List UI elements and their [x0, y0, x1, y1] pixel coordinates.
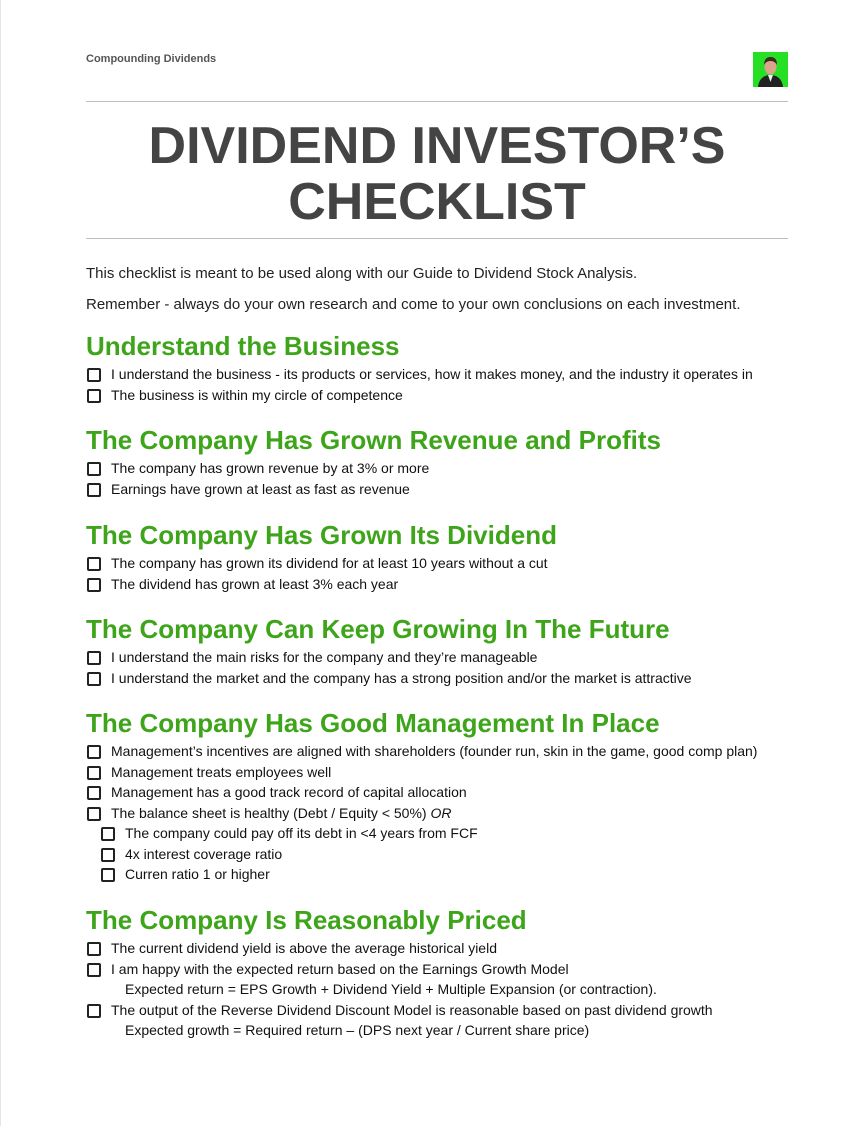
checkbox-icon[interactable]	[87, 483, 101, 497]
formula-note: Expected growth = Required return – (DPS next year / Current share price)	[125, 1022, 590, 1038]
checklist-item[interactable]	[86, 803, 816, 824]
brand-name: Compounding Dividends	[86, 53, 217, 65]
page-title-line-1: DIVIDEND INVESTOR’S	[148, 117, 726, 175]
or-label: OR	[430, 804, 452, 821]
balance-sheet-text: The balance sheet is healthy (Debt / Equity < 50%)	[111, 804, 427, 821]
checklist-item[interactable]: Earnings have grown at least as fast as revenue	[86, 479, 816, 500]
page-title	[86, 118, 788, 230]
section-heading: The Company Has Good Management In Place	[86, 708, 660, 738]
checklist-subitem[interactable]: Curren ratio 1 or higher	[86, 864, 816, 885]
checkbox-icon[interactable]	[87, 766, 101, 780]
page-title-line-2: CHECKLIST	[288, 173, 586, 231]
section-reasonably-priced	[86, 905, 816, 1041]
checkbox-icon[interactable]	[87, 786, 101, 800]
checklist-item[interactable]: Management has a good track record of capital allocation	[86, 782, 816, 803]
section-heading: The Company Has Grown Its Dividend	[86, 520, 557, 550]
checkbox-icon[interactable]	[87, 963, 101, 977]
checklist-item[interactable]: Management treats employees well	[86, 762, 816, 783]
checklist-item[interactable]: The company has grown its dividend for at least 10 years without a cut	[86, 553, 816, 574]
intro-paragraph-2: Remember - always do your own research and come to your own conclusions on each investment.	[86, 296, 741, 313]
section-understand-business	[86, 331, 816, 405]
checkbox-icon[interactable]	[101, 848, 115, 862]
checklist-item[interactable]: I understand the main risks for the company and they’re manageable	[86, 647, 816, 668]
person-photo-icon	[753, 52, 788, 87]
checkbox-icon[interactable]	[87, 368, 101, 382]
checkbox-icon[interactable]	[87, 942, 101, 956]
checklist-item[interactable]: I understand the business - its products or services, how it makes money, and the industry it operates in	[86, 364, 816, 385]
checkbox-icon[interactable]	[87, 745, 101, 759]
checklist-item[interactable]: I am happy with the expected return based on the Earnings Growth Model	[86, 959, 816, 980]
section-heading: Understand the Business	[86, 331, 400, 361]
checklist-item[interactable]: I understand the market and the company has a strong position and/or the market is attractive	[86, 668, 816, 689]
checkbox-icon[interactable]	[87, 807, 101, 821]
section-future-growth	[86, 614, 816, 688]
intro-paragraph-1: This checklist is meant to be used along with our Guide to Dividend Stock Analysis.	[86, 265, 638, 282]
checklist-item[interactable]: The company has grown revenue by at 3% or more	[86, 458, 816, 479]
checkbox-icon[interactable]	[87, 1004, 101, 1018]
checklist-item[interactable]: Management’s incentives are aligned with shareholders (founder run, skin in the game, good comp plan)	[86, 741, 816, 762]
checkbox-icon[interactable]	[87, 557, 101, 571]
checkbox-icon[interactable]	[101, 827, 115, 841]
checklist-item[interactable]: The business is within my circle of competence	[86, 385, 816, 406]
checklist-item[interactable]: The dividend has grown at least 3% each year	[86, 574, 816, 595]
formula-note: Expected return = EPS Growth + Dividend Yield + Multiple Expansion (or contraction).	[125, 981, 657, 997]
checklist-subitem[interactable]: 4x interest coverage ratio	[86, 844, 816, 865]
section-heading: The Company Is Reasonably Priced	[86, 905, 527, 935]
section-dividend-growth	[86, 520, 816, 594]
section-heading: The Company Can Keep Growing In The Future	[86, 614, 670, 644]
author-avatar	[753, 52, 788, 87]
checkbox-icon[interactable]	[87, 462, 101, 476]
checklist-item[interactable]: The current dividend yield is above the average historical yield	[86, 938, 816, 959]
checkbox-icon[interactable]	[87, 389, 101, 403]
section-heading: The Company Has Grown Revenue and Profits	[86, 425, 661, 455]
section-management	[86, 708, 816, 885]
checklist-item[interactable]: The output of the Reverse Dividend Discount Model is reasonable based on past dividend growth	[86, 1000, 816, 1021]
top-divider	[86, 101, 788, 102]
checklist-subitem[interactable]: The company could pay off its debt in <4 years from FCF	[86, 823, 816, 844]
section-revenue-profits	[86, 425, 816, 499]
title-divider	[86, 238, 788, 239]
checkbox-icon[interactable]	[87, 578, 101, 592]
checkbox-icon[interactable]	[101, 868, 115, 882]
checkbox-icon[interactable]	[87, 651, 101, 665]
checkbox-icon[interactable]	[87, 672, 101, 686]
